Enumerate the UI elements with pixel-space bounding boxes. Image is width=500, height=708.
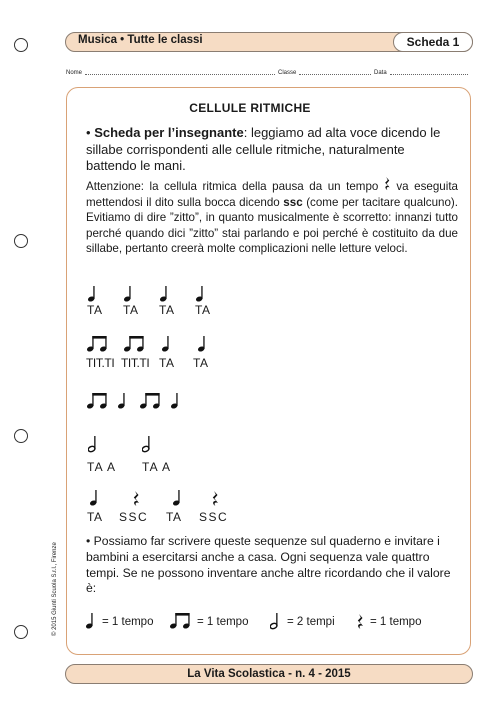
quarter-note-icon (173, 490, 181, 507)
class-line (299, 68, 371, 75)
intro-bold: Scheda per l’insegnante (94, 125, 244, 140)
syllable: TA A (87, 460, 117, 474)
bullet: • (86, 125, 91, 140)
syllable: TA (159, 303, 175, 317)
quarter-note-icon (198, 336, 206, 353)
binder-hole (14, 625, 28, 639)
syllable: TA (123, 303, 139, 317)
eighth-notes-icon (124, 336, 146, 353)
copyright-text: © 2015 Giunti Scuola S.r.l., Firenze (52, 542, 58, 636)
ssc-word: ssc (283, 195, 303, 209)
value-eighths: = 1 tempo (197, 616, 249, 628)
name-line (85, 68, 275, 75)
syllable: TA (159, 356, 175, 370)
quarter-note-icon (196, 286, 204, 303)
binder-hole (14, 234, 28, 248)
class-label: Classe (278, 70, 297, 76)
attention-text-3: (come per tacitare qualcuno). Evitiamo di dire ”zitto”, in quanto musicalmente è scorretto: innanzi tutto perché quando dici ”zitto” stai parlando e poi perché è costituito da due sillabe, pertanto creerà molte complicazioni nelle letture veloci. (86, 195, 458, 255)
syllable: SSC (199, 510, 229, 524)
rest-icon (212, 491, 219, 507)
half-note-icon (88, 436, 97, 453)
quarter-note-icon (86, 613, 94, 630)
eighth-notes-icon (170, 613, 192, 630)
rest-icon (133, 491, 140, 507)
subject-label: Musica • Tutte le classi (78, 34, 203, 46)
syllable: TIT.TI (86, 356, 115, 370)
value-half: = 2 tempi (287, 616, 335, 628)
syllable: TA (166, 510, 182, 524)
value-rest: = 1 tempo (370, 616, 422, 628)
quarter-note-icon (162, 336, 170, 353)
syllable: TA (193, 356, 209, 370)
footer-bar: La Vita Scolastica - n. 4 - 2015 (65, 664, 473, 684)
page-title: CELLULE RITMICHE (189, 101, 311, 115)
quarter-note-icon (90, 490, 98, 507)
syllable: TA (87, 303, 103, 317)
eighth-notes-icon (140, 393, 162, 410)
half-note-icon (142, 436, 151, 453)
binder-hole (14, 429, 28, 443)
name-label: Nome (66, 70, 83, 76)
date-line (390, 68, 468, 75)
rest-icon (384, 177, 391, 191)
syllable: TIT.TI (121, 356, 150, 370)
attention-paragraph (86, 177, 458, 257)
binder-hole (14, 38, 28, 52)
quarter-note-icon (124, 286, 132, 303)
quarter-note-icon (160, 286, 168, 303)
rest-icon (357, 614, 364, 630)
header-bar (65, 32, 473, 52)
attention-text-2: va eseguita mettendosi il dito sulla bocca dicendo (86, 180, 458, 209)
intro-text: : leggiamo ad alta voce dicendo le sillabe corrispondenti alle cellule ritmiche, naturalmente battendo le mani. (86, 125, 441, 173)
intro-paragraph (86, 125, 456, 175)
value-quarter: = 1 tempo (102, 616, 154, 628)
syllable: SSC (119, 510, 149, 524)
quarter-note-icon (171, 393, 179, 410)
syllable: TA A (142, 460, 172, 474)
eighth-notes-icon (87, 336, 109, 353)
student-fields (66, 68, 471, 76)
date-label: Data (374, 70, 387, 76)
syllable: TA (195, 303, 211, 317)
attention-text-1: Attenzione: la cellula ritmica della pausa da un tempo (86, 180, 384, 193)
sheet-label: Scheda 1 (393, 32, 473, 52)
quarter-note-icon (88, 286, 96, 303)
bullet: • (86, 534, 91, 548)
syllable: TA (87, 510, 103, 524)
eighth-notes-icon (87, 393, 109, 410)
closing-paragraph (86, 534, 461, 597)
closing-text: Possiamo far scrivere queste sequenze sul quaderno e invitare i bambini a esercitarsi anche a casa. Ogni sequenza vale quattro tempi. Se ne possono inventare anche altre ricordando che il valore è: (86, 534, 451, 596)
half-note-icon (270, 613, 279, 630)
quarter-note-icon (118, 393, 126, 410)
